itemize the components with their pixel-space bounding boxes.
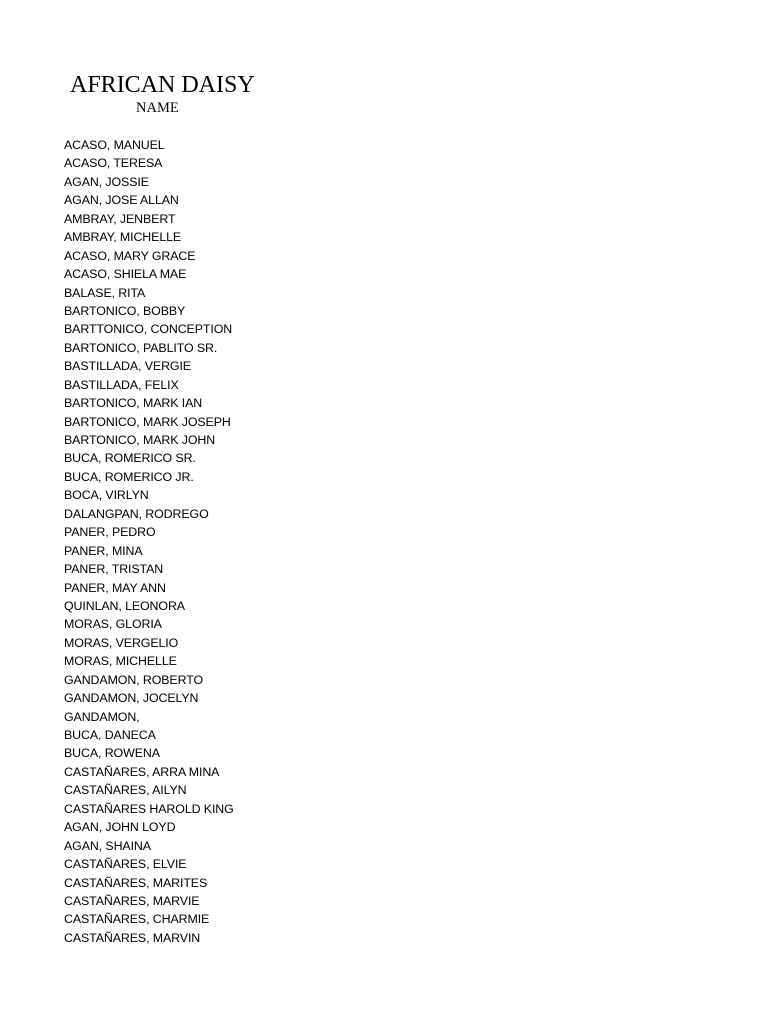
list-item: BARTTONICO, CONCEPTION [64, 322, 233, 337]
list-item: MORAS, GLORIA [64, 617, 162, 632]
list-item: AGAN, JOHN LOYD [64, 820, 176, 835]
list-item: BUCA, DANECA [64, 728, 156, 742]
list-item: BUCA, ROWENA [64, 746, 160, 761]
list-item: BARTONICO, MARK JOHN [64, 433, 216, 447]
list-item: GANDAMON, JOCELYN [64, 691, 199, 706]
list-item: CASTAÑARES, ELVIE [64, 857, 187, 872]
list-item: BALASE, RITA [64, 285, 146, 300]
list-item: BARTONICO, MARK IAN [64, 396, 203, 411]
list-item: AGAN, JOSE ALLAN [64, 193, 179, 208]
list-item: CASTAÑARES, ARRA MINA [64, 764, 220, 779]
list-item: ACASO, MANUEL [64, 138, 165, 152]
list-item: AGAN, SHAINA [64, 838, 151, 853]
list-item: CASTAÑARES, MARITES [64, 875, 208, 890]
list-item: BARTONICO, PABLITO SR. [64, 340, 218, 355]
list-item: BARTONICO, MARK JOSEPH [64, 414, 231, 429]
name-list [64, 136, 234, 947]
list-item: QUINLAN, LEONORA [64, 598, 185, 613]
list-item: CASTAÑARES, MARVIN [64, 930, 201, 945]
list-item: AMBRAY, MICHELLE [64, 230, 182, 245]
list-item: CASTAÑARES, AILYN [64, 783, 187, 798]
list-item: PANER, MINA [64, 543, 143, 558]
list-item: GANDAMON, ROBERTO [64, 672, 203, 687]
list-item: CASTAÑARES, MARVIE [64, 893, 200, 908]
list-item: PANER, TRISTAN [64, 562, 164, 577]
list-item: CASTAÑARES HAROLD KING [64, 801, 234, 816]
list-item: PANER, MAY ANN [64, 580, 166, 595]
list-item: MORAS, MICHELLE [64, 654, 177, 669]
list-item: BUCA, ROMERICO SR. [64, 451, 196, 466]
list-item: BARTONICO, BOBBY [64, 303, 186, 318]
list-item: ACASO, SHIELA MAE [64, 267, 187, 282]
document-title: AFRICAN DAISY [70, 72, 255, 98]
list-item: MORAS, VERGELIO [64, 635, 179, 650]
list-item: BASTILLADA, FELIX [64, 377, 179, 392]
list-item: AMBRAY, JENBERT [64, 211, 176, 226]
list-item: DALANGPAN, RODREGO [64, 506, 209, 521]
list-item: GANDAMON, [64, 709, 140, 724]
list-item: BOCA, VIRLYN [64, 488, 149, 503]
list-item: PANER, PEDRO [64, 525, 156, 540]
list-item: BUCA, ROMERICO JR. [64, 469, 194, 484]
list-item: AGAN, JOSSIE [64, 174, 149, 189]
column-header: NAME [136, 100, 179, 116]
list-item: CASTAÑARES, CHARMIE [64, 912, 210, 927]
list-item: ACASO, MARY GRACE [64, 248, 196, 263]
list-item: ACASO, TERESA [64, 156, 163, 171]
list-item: BASTILLADA, VERGIE [64, 359, 191, 374]
